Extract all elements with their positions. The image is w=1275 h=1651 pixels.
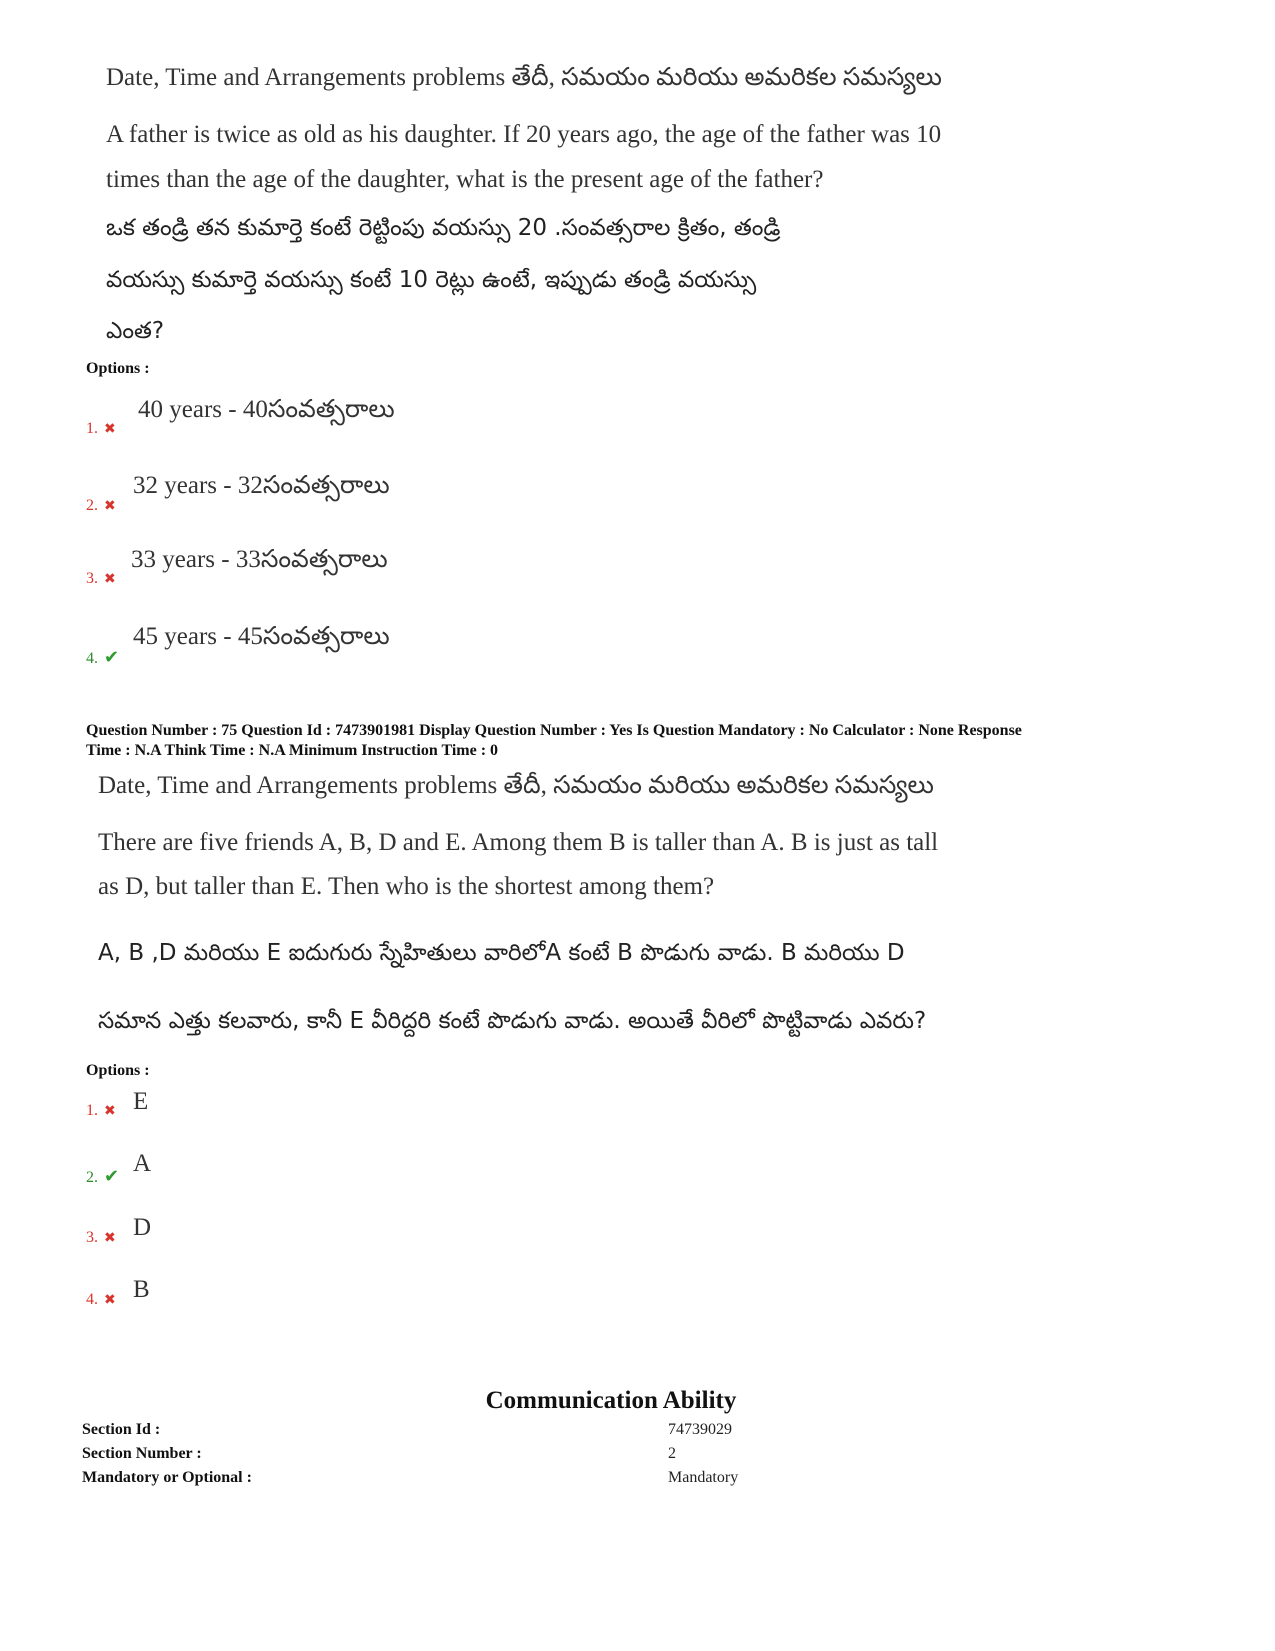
q75-question-line-telugu: సమాన ఎత్తు కలవారు, కానీ E వీరిద్దరి కంటే పొడుగు వాడు. అయితే వీరిలో పొట్టివాడు ఎవరు? (98, 1008, 927, 1034)
option-number: 3. (86, 1229, 98, 1246)
q74-option-1-text[interactable]: 40 years - 40సంవత్సరాలు (138, 396, 395, 423)
check-icon: ✔ (104, 1166, 120, 1186)
section-number-label: Section Number : (82, 1445, 202, 1462)
cross-icon: ✖ (104, 1231, 116, 1246)
q75-options-label: Options : (86, 1062, 150, 1079)
cross-icon: ✖ (104, 572, 116, 587)
q74-option-2-marker (86, 497, 116, 515)
q75-option-1-text[interactable]: E (133, 1088, 149, 1115)
check-icon: ✔ (104, 647, 120, 667)
q74-question-line-telugu: వయస్సు కుమార్తె వయస్సు కంటే 10 రెట్లు ఉంటే, ఇప్పుడు తండ్రి వయస్సు (106, 267, 757, 293)
q75-option-4-text[interactable]: B (133, 1276, 150, 1303)
mandatory-label: Mandatory or Optional : (82, 1469, 252, 1486)
option-number: 1. (86, 1102, 98, 1119)
q75-meta-line: Question Number : 75 Question Id : 7473901981 Display Question Number : Yes Is Question Mandatory : No Calculator : None Response (86, 722, 1022, 739)
q74-question-line-telugu: ఎంత? (106, 318, 165, 344)
section-id-value: 74739029 (668, 1421, 732, 1438)
q74-question-line: A father is twice as old as his daughter. If 20 years ago, the age of the father was 10 (106, 121, 942, 148)
section-id-label: Section Id : (82, 1421, 161, 1438)
q75-meta-line: Time : N.A Think Time : N.A Minimum Instruction Time : 0 (86, 742, 499, 759)
cross-icon: ✖ (104, 1293, 116, 1308)
q74-question-line-telugu: ఒక తండ్రి తన కుమార్తె కంటే రెట్టింపు వయస్సు 20 .సంవత్సరాల క్రితం, తండ్రి (106, 215, 781, 241)
option-number: 4. (86, 650, 98, 667)
q75-question-line: There are five friends A, B, D and E. Among them B is taller than A. B is just as tall (98, 829, 939, 856)
section-number-value: 2 (668, 1445, 676, 1462)
option-number: 3. (86, 570, 98, 587)
q75-option-3-text[interactable]: D (133, 1214, 152, 1241)
q74-option-4-marker (86, 647, 119, 668)
q74-option-3-text[interactable]: 33 years - 33సంవత్సరాలు (131, 546, 388, 573)
q75-option-2-text[interactable]: A (133, 1150, 152, 1177)
cross-icon: ✖ (104, 499, 116, 514)
q75-option-3-marker (86, 1229, 116, 1247)
q75-topic: Date, Time and Arrangements problems తేదీ, సమయం మరియు అమరికల సమస్యలు (98, 772, 934, 799)
q75-option-1-marker (86, 1102, 116, 1120)
q75-question-line-telugu: A, B ,D మరియు E ఐదుగురు స్నేహితులు వారిలోA కంటే B పొడుగు వాడు. B మరియు D (98, 940, 905, 966)
section-title: Communication Ability (485, 1387, 737, 1414)
q75-question-line: as D, but taller than E. Then who is the shortest among them? (98, 873, 715, 900)
q74-topic: Date, Time and Arrangements problems తేదీ, సమయం మరియు అమరికల సమస్యలు (106, 64, 942, 91)
q74-question-line: times than the age of the daughter, what is the present age of the father? (106, 166, 824, 193)
option-number: 2. (86, 497, 98, 514)
q75-option-4-marker (86, 1291, 116, 1309)
q74-option-2-text[interactable]: 32 years - 32సంవత్సరాలు (133, 472, 390, 499)
cross-icon: ✖ (104, 422, 116, 437)
q74-option-3-marker (86, 570, 116, 588)
q74-option-1-marker (86, 420, 116, 438)
option-number: 4. (86, 1291, 98, 1308)
option-number: 2. (86, 1169, 98, 1186)
q74-options-label: Options : (86, 360, 150, 377)
mandatory-value: Mandatory (668, 1469, 739, 1486)
option-number: 1. (86, 420, 98, 437)
cross-icon: ✖ (104, 1104, 116, 1119)
q75-option-2-marker (86, 1166, 119, 1187)
q74-option-4-text[interactable]: 45 years - 45సంవత్సరాలు (133, 623, 390, 650)
